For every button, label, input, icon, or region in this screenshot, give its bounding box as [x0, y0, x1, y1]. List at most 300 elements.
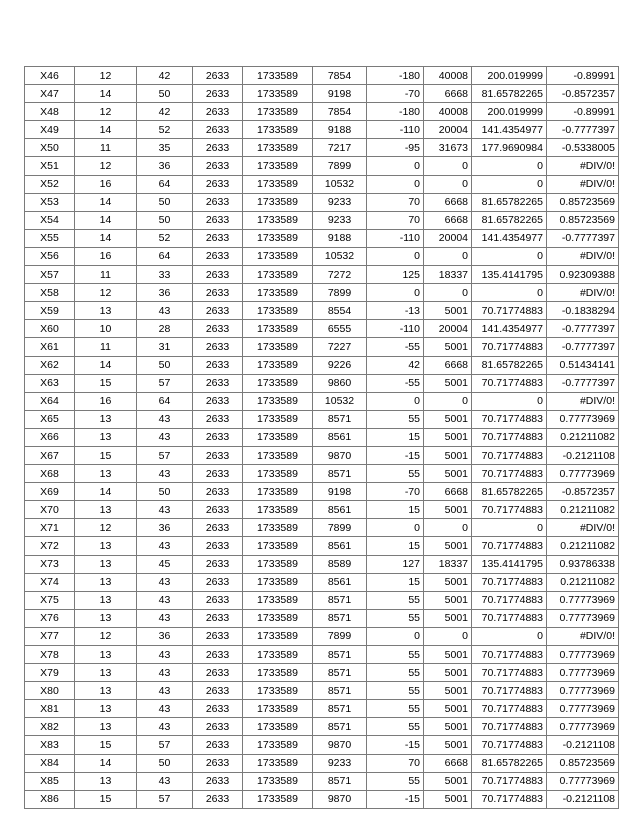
cell-col-f: 8589	[313, 555, 367, 573]
cell-col-b: 13	[75, 664, 137, 682]
cell-col-d: 2633	[193, 211, 243, 229]
cell-col-g: -110	[367, 320, 424, 338]
cell-col-b: 13	[75, 682, 137, 700]
cell-id: X63	[25, 374, 75, 392]
cell-col-g: 55	[367, 410, 424, 428]
cell-id: X65	[25, 410, 75, 428]
table-row	[25, 772, 619, 790]
cell-col-f: 9870	[313, 790, 367, 808]
cell-col-e: 1733589	[243, 356, 313, 374]
table-row	[25, 302, 619, 320]
table-row	[25, 211, 619, 229]
cell-col-j: 0.77773969	[547, 465, 619, 483]
cell-col-b: 16	[75, 247, 137, 265]
cell-id: X79	[25, 664, 75, 682]
cell-col-i: 0	[472, 247, 547, 265]
cell-col-h: 5001	[424, 428, 472, 446]
cell-col-d: 2633	[193, 85, 243, 103]
cell-col-c: 31	[137, 338, 193, 356]
cell-col-d: 2633	[193, 682, 243, 700]
table-row	[25, 627, 619, 645]
cell-col-i: 81.65782265	[472, 85, 547, 103]
cell-id: X69	[25, 483, 75, 501]
cell-col-i: 141.4354977	[472, 320, 547, 338]
cell-col-j: 0.21211082	[547, 428, 619, 446]
cell-col-f: 8571	[313, 591, 367, 609]
cell-col-f: 8561	[313, 428, 367, 446]
cell-id: X57	[25, 266, 75, 284]
cell-col-f: 8571	[313, 718, 367, 736]
cell-col-f: 10532	[313, 247, 367, 265]
cell-col-c: 50	[137, 483, 193, 501]
cell-col-c: 50	[137, 211, 193, 229]
cell-col-j: 0.85723569	[547, 211, 619, 229]
cell-col-c: 36	[137, 157, 193, 175]
cell-col-c: 45	[137, 555, 193, 573]
cell-col-d: 2633	[193, 410, 243, 428]
cell-col-j: 0.92309388	[547, 266, 619, 284]
cell-col-e: 1733589	[243, 428, 313, 446]
cell-col-i: 0	[472, 175, 547, 193]
cell-col-i: 81.65782265	[472, 193, 547, 211]
cell-col-i: 81.65782265	[472, 356, 547, 374]
cell-col-i: 177.9690984	[472, 139, 547, 157]
cell-col-d: 2633	[193, 465, 243, 483]
cell-col-c: 36	[137, 519, 193, 537]
cell-col-i: 70.71774883	[472, 428, 547, 446]
cell-id: X81	[25, 700, 75, 718]
cell-col-b: 11	[75, 266, 137, 284]
cell-col-d: 2633	[193, 772, 243, 790]
cell-col-h: 20004	[424, 320, 472, 338]
cell-col-f: 9198	[313, 483, 367, 501]
cell-col-f: 10532	[313, 175, 367, 193]
cell-col-d: 2633	[193, 428, 243, 446]
cell-id: X61	[25, 338, 75, 356]
cell-col-h: 5001	[424, 790, 472, 808]
cell-col-g: 55	[367, 591, 424, 609]
cell-col-h: 18337	[424, 266, 472, 284]
table-row	[25, 501, 619, 519]
cell-col-j: #DIV/0!	[547, 157, 619, 175]
cell-col-e: 1733589	[243, 609, 313, 627]
cell-col-e: 1733589	[243, 465, 313, 483]
cell-col-i: 70.71774883	[472, 374, 547, 392]
cell-col-c: 43	[137, 537, 193, 555]
cell-col-d: 2633	[193, 446, 243, 464]
cell-col-b: 14	[75, 229, 137, 247]
cell-col-d: 2633	[193, 537, 243, 555]
cell-col-c: 50	[137, 754, 193, 772]
table-row	[25, 537, 619, 555]
cell-col-e: 1733589	[243, 175, 313, 193]
table-row	[25, 519, 619, 537]
cell-id: X62	[25, 356, 75, 374]
cell-col-d: 2633	[193, 320, 243, 338]
cell-col-c: 50	[137, 85, 193, 103]
cell-col-e: 1733589	[243, 247, 313, 265]
cell-id: X46	[25, 67, 75, 85]
cell-col-e: 1733589	[243, 284, 313, 302]
cell-col-i: 0	[472, 392, 547, 410]
cell-col-c: 64	[137, 175, 193, 193]
cell-col-h: 0	[424, 175, 472, 193]
cell-col-i: 135.4141795	[472, 555, 547, 573]
cell-col-j: 0.21211082	[547, 501, 619, 519]
cell-col-f: 8571	[313, 700, 367, 718]
cell-col-g: -55	[367, 374, 424, 392]
cell-col-b: 12	[75, 157, 137, 175]
cell-col-h: 5001	[424, 410, 472, 428]
cell-col-h: 0	[424, 157, 472, 175]
table-row	[25, 700, 619, 718]
cell-col-d: 2633	[193, 103, 243, 121]
cell-col-i: 70.71774883	[472, 664, 547, 682]
cell-col-f: 8571	[313, 465, 367, 483]
cell-col-e: 1733589	[243, 664, 313, 682]
table-row	[25, 374, 619, 392]
cell-col-j: 0.51434141	[547, 356, 619, 374]
cell-col-h: 40008	[424, 103, 472, 121]
cell-col-h: 5001	[424, 700, 472, 718]
cell-col-e: 1733589	[243, 85, 313, 103]
cell-col-i: 0	[472, 519, 547, 537]
cell-id: X77	[25, 627, 75, 645]
cell-col-d: 2633	[193, 121, 243, 139]
cell-col-f: 8561	[313, 537, 367, 555]
table-row	[25, 573, 619, 591]
table-row	[25, 193, 619, 211]
table-row	[25, 266, 619, 284]
table-row	[25, 664, 619, 682]
cell-id: X49	[25, 121, 75, 139]
cell-id: X82	[25, 718, 75, 736]
cell-col-e: 1733589	[243, 682, 313, 700]
cell-col-h: 5001	[424, 682, 472, 700]
cell-col-g: 0	[367, 157, 424, 175]
cell-col-d: 2633	[193, 338, 243, 356]
cell-col-h: 18337	[424, 555, 472, 573]
cell-col-h: 6668	[424, 754, 472, 772]
table-body	[25, 67, 619, 809]
cell-col-b: 12	[75, 519, 137, 537]
cell-col-f: 8571	[313, 410, 367, 428]
cell-col-i: 200.019999	[472, 103, 547, 121]
cell-id: X66	[25, 428, 75, 446]
spreadsheet-table	[24, 66, 619, 809]
table-row	[25, 754, 619, 772]
cell-col-i: 0	[472, 157, 547, 175]
cell-col-d: 2633	[193, 519, 243, 537]
cell-col-e: 1733589	[243, 266, 313, 284]
table-row	[25, 175, 619, 193]
cell-col-e: 1733589	[243, 501, 313, 519]
cell-col-h: 40008	[424, 67, 472, 85]
cell-col-c: 43	[137, 646, 193, 664]
table-row	[25, 229, 619, 247]
cell-col-e: 1733589	[243, 374, 313, 392]
cell-col-g: 42	[367, 356, 424, 374]
cell-col-e: 1733589	[243, 392, 313, 410]
cell-col-d: 2633	[193, 573, 243, 591]
cell-col-j: 0.21211082	[547, 573, 619, 591]
cell-col-i: 70.71774883	[472, 700, 547, 718]
cell-col-c: 57	[137, 374, 193, 392]
cell-col-g: 0	[367, 392, 424, 410]
cell-col-c: 43	[137, 718, 193, 736]
cell-col-b: 13	[75, 555, 137, 573]
cell-col-h: 0	[424, 519, 472, 537]
cell-id: X78	[25, 646, 75, 664]
cell-col-i: 81.65782265	[472, 483, 547, 501]
cell-col-i: 141.4354977	[472, 229, 547, 247]
cell-col-h: 6668	[424, 483, 472, 501]
cell-col-h: 5001	[424, 446, 472, 464]
table-row	[25, 320, 619, 338]
cell-col-b: 16	[75, 392, 137, 410]
cell-col-d: 2633	[193, 664, 243, 682]
cell-col-j: -0.7777397	[547, 121, 619, 139]
cell-col-e: 1733589	[243, 646, 313, 664]
cell-col-d: 2633	[193, 374, 243, 392]
cell-id: X68	[25, 465, 75, 483]
cell-col-e: 1733589	[243, 483, 313, 501]
cell-id: X48	[25, 103, 75, 121]
cell-col-g: -15	[367, 790, 424, 808]
cell-col-j: -0.7777397	[547, 374, 619, 392]
cell-col-d: 2633	[193, 247, 243, 265]
cell-col-c: 43	[137, 664, 193, 682]
cell-col-e: 1733589	[243, 302, 313, 320]
cell-col-b: 13	[75, 700, 137, 718]
cell-col-g: -15	[367, 446, 424, 464]
cell-col-f: 7899	[313, 284, 367, 302]
cell-col-c: 57	[137, 790, 193, 808]
cell-col-b: 14	[75, 356, 137, 374]
table-row	[25, 103, 619, 121]
cell-col-g: 15	[367, 537, 424, 555]
cell-col-c: 43	[137, 609, 193, 627]
cell-col-d: 2633	[193, 229, 243, 247]
cell-col-c: 36	[137, 627, 193, 645]
cell-col-b: 14	[75, 193, 137, 211]
cell-col-b: 11	[75, 139, 137, 157]
table-row	[25, 718, 619, 736]
cell-col-g: -180	[367, 67, 424, 85]
cell-col-g: -70	[367, 85, 424, 103]
cell-col-b: 13	[75, 646, 137, 664]
cell-col-c: 57	[137, 736, 193, 754]
cell-id: X55	[25, 229, 75, 247]
cell-col-h: 6668	[424, 211, 472, 229]
cell-col-i: 70.71774883	[472, 718, 547, 736]
cell-col-b: 16	[75, 175, 137, 193]
table-row	[25, 591, 619, 609]
cell-id: X51	[25, 157, 75, 175]
cell-col-b: 12	[75, 284, 137, 302]
cell-col-c: 43	[137, 501, 193, 519]
cell-col-h: 5001	[424, 772, 472, 790]
cell-col-c: 64	[137, 392, 193, 410]
cell-col-f: 9233	[313, 193, 367, 211]
cell-col-i: 70.71774883	[472, 338, 547, 356]
table-row	[25, 356, 619, 374]
cell-col-b: 11	[75, 338, 137, 356]
cell-col-j: 0.77773969	[547, 772, 619, 790]
cell-col-f: 8571	[313, 772, 367, 790]
cell-col-f: 9233	[313, 754, 367, 772]
cell-col-i: 141.4354977	[472, 121, 547, 139]
cell-col-j: #DIV/0!	[547, 392, 619, 410]
cell-id: X54	[25, 211, 75, 229]
cell-col-d: 2633	[193, 646, 243, 664]
cell-col-j: -0.5338005	[547, 139, 619, 157]
cell-col-d: 2633	[193, 627, 243, 645]
cell-col-e: 1733589	[243, 67, 313, 85]
cell-id: X75	[25, 591, 75, 609]
table-row	[25, 157, 619, 175]
cell-col-b: 13	[75, 465, 137, 483]
cell-col-f: 8561	[313, 501, 367, 519]
cell-col-c: 42	[137, 103, 193, 121]
table-row	[25, 67, 619, 85]
cell-col-d: 2633	[193, 483, 243, 501]
cell-col-c: 43	[137, 410, 193, 428]
cell-col-g: 70	[367, 193, 424, 211]
cell-col-g: 55	[367, 664, 424, 682]
cell-col-h: 5001	[424, 465, 472, 483]
cell-col-h: 0	[424, 284, 472, 302]
cell-col-e: 1733589	[243, 229, 313, 247]
cell-col-h: 31673	[424, 139, 472, 157]
cell-col-i: 81.65782265	[472, 211, 547, 229]
cell-col-j: 0.77773969	[547, 646, 619, 664]
cell-col-d: 2633	[193, 609, 243, 627]
cell-col-e: 1733589	[243, 103, 313, 121]
cell-col-f: 7272	[313, 266, 367, 284]
cell-col-c: 52	[137, 121, 193, 139]
cell-col-g: 70	[367, 754, 424, 772]
table-row	[25, 338, 619, 356]
cell-col-b: 10	[75, 320, 137, 338]
cell-col-e: 1733589	[243, 772, 313, 790]
cell-col-j: -0.8572357	[547, 85, 619, 103]
cell-col-j: -0.89991	[547, 67, 619, 85]
cell-col-g: 0	[367, 284, 424, 302]
cell-col-c: 43	[137, 302, 193, 320]
cell-col-g: -95	[367, 139, 424, 157]
cell-col-h: 5001	[424, 501, 472, 519]
cell-col-f: 9860	[313, 374, 367, 392]
cell-id: X74	[25, 573, 75, 591]
cell-col-b: 14	[75, 211, 137, 229]
cell-col-j: 0.77773969	[547, 682, 619, 700]
cell-col-c: 43	[137, 428, 193, 446]
cell-col-h: 5001	[424, 374, 472, 392]
cell-id: X71	[25, 519, 75, 537]
cell-col-b: 13	[75, 410, 137, 428]
cell-col-d: 2633	[193, 392, 243, 410]
cell-col-j: 0.93786338	[547, 555, 619, 573]
cell-col-e: 1733589	[243, 754, 313, 772]
cell-col-c: 35	[137, 139, 193, 157]
cell-col-e: 1733589	[243, 193, 313, 211]
cell-col-g: 0	[367, 247, 424, 265]
table-row	[25, 555, 619, 573]
table-row	[25, 646, 619, 664]
cell-col-f: 8571	[313, 682, 367, 700]
cell-col-e: 1733589	[243, 627, 313, 645]
cell-col-e: 1733589	[243, 790, 313, 808]
cell-col-d: 2633	[193, 700, 243, 718]
cell-col-e: 1733589	[243, 446, 313, 464]
cell-col-g: 55	[367, 772, 424, 790]
cell-col-h: 6668	[424, 356, 472, 374]
cell-col-h: 5001	[424, 302, 472, 320]
cell-col-j: 0.77773969	[547, 410, 619, 428]
cell-col-d: 2633	[193, 284, 243, 302]
cell-col-h: 5001	[424, 609, 472, 627]
cell-col-b: 13	[75, 428, 137, 446]
cell-col-h: 5001	[424, 591, 472, 609]
cell-col-i: 0	[472, 284, 547, 302]
cell-col-f: 8554	[313, 302, 367, 320]
cell-col-f: 10532	[313, 392, 367, 410]
table-row	[25, 736, 619, 754]
table-row	[25, 247, 619, 265]
cell-col-g: -110	[367, 229, 424, 247]
cell-col-b: 15	[75, 790, 137, 808]
cell-col-h: 5001	[424, 573, 472, 591]
cell-col-i: 70.71774883	[472, 591, 547, 609]
table-row	[25, 446, 619, 464]
cell-col-f: 7854	[313, 103, 367, 121]
cell-col-f: 7899	[313, 627, 367, 645]
cell-col-f: 7217	[313, 139, 367, 157]
cell-id: X52	[25, 175, 75, 193]
cell-col-c: 57	[137, 446, 193, 464]
cell-id: X58	[25, 284, 75, 302]
cell-id: X56	[25, 247, 75, 265]
cell-col-d: 2633	[193, 139, 243, 157]
cell-col-c: 36	[137, 284, 193, 302]
cell-col-g: 15	[367, 573, 424, 591]
cell-col-d: 2633	[193, 555, 243, 573]
cell-col-e: 1733589	[243, 121, 313, 139]
cell-col-i: 70.71774883	[472, 646, 547, 664]
cell-col-c: 42	[137, 67, 193, 85]
table-row	[25, 609, 619, 627]
cell-col-d: 2633	[193, 736, 243, 754]
cell-col-b: 13	[75, 591, 137, 609]
cell-col-g: 0	[367, 627, 424, 645]
cell-col-b: 14	[75, 85, 137, 103]
cell-col-g: 55	[367, 682, 424, 700]
cell-col-j: 0.77773969	[547, 718, 619, 736]
cell-col-f: 9198	[313, 85, 367, 103]
table-row	[25, 284, 619, 302]
cell-col-g: -55	[367, 338, 424, 356]
cell-col-h: 5001	[424, 718, 472, 736]
cell-col-f: 9188	[313, 229, 367, 247]
cell-col-g: 15	[367, 428, 424, 446]
cell-col-g: 55	[367, 609, 424, 627]
cell-col-h: 5001	[424, 537, 472, 555]
cell-col-g: 0	[367, 175, 424, 193]
cell-col-e: 1733589	[243, 211, 313, 229]
table-row	[25, 121, 619, 139]
cell-col-b: 13	[75, 302, 137, 320]
